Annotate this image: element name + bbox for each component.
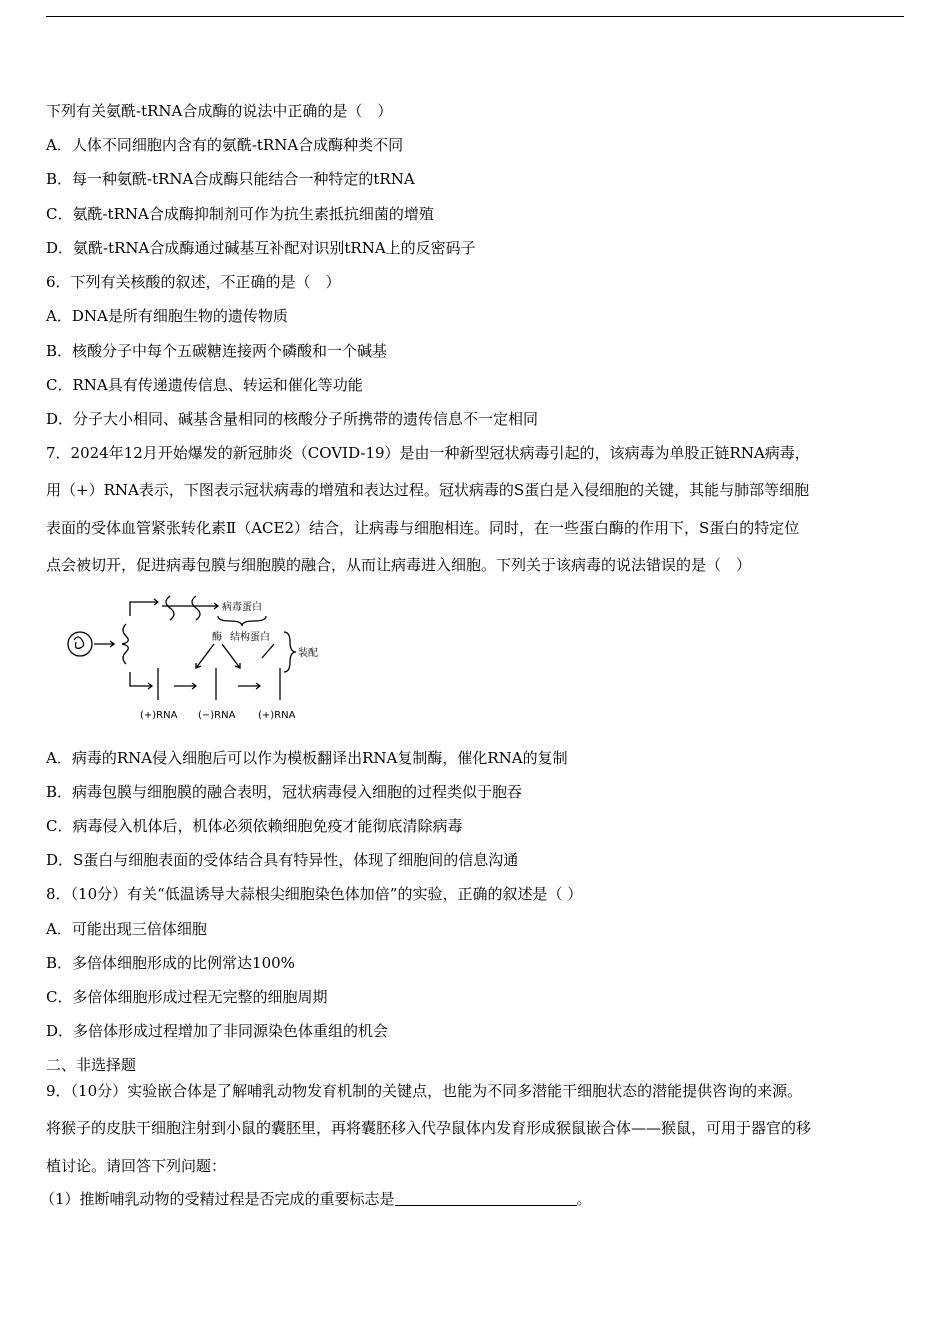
q9-sub1 xyxy=(40,1189,900,1209)
q8-option-d: D．多倍体形成过程增加了非同源染色体重组的机会 xyxy=(46,1022,389,1040)
structural-arrow xyxy=(262,644,274,658)
q7-stem-line-2: 用（+）RNA表示，下图表示冠状病毒的增殖和表达过程。冠状病毒的S蛋白是入侵细胞的关键，其能与肺部等细胞 xyxy=(46,481,810,499)
q6-option-a: A．DNA是所有细胞生物的遗传物质 xyxy=(46,307,288,325)
q7-option-a: A．病毒的RNA侵入细胞后可以作为模板翻译出RNA复制酶，催化RNA的复制 xyxy=(46,749,568,767)
q8-option-c: C．多倍体细胞形成过程无完整的细胞周期 xyxy=(46,988,328,1006)
q5-stem: 下列有关氨酰-tRNA合成酶的说法中正确的是（ ） xyxy=(46,102,393,120)
label-viral-protein: 病毒蛋白 xyxy=(222,602,262,613)
q8-option-b: B．多倍体细胞形成的比例常达100% xyxy=(46,954,295,972)
virus-replication-diagram xyxy=(62,592,332,728)
q9-stem-line-1: 9．（10分）实验嵌合体是了解哺乳动物发育机制的关键点，也能为不同多潜能干细胞状态的潜能提供咨询的来源。 xyxy=(46,1082,803,1100)
q9-sub1-answer-blank[interactable] xyxy=(395,1191,577,1206)
enzyme-arrow-2 xyxy=(222,644,240,668)
brace-icon xyxy=(122,624,128,664)
assembly-brace xyxy=(284,632,296,672)
ribosome-1-icon xyxy=(166,596,174,620)
section-heading: 二、非选择题 xyxy=(46,1056,137,1074)
q7-option-b: B．病毒包膜与细胞膜的融合表明，冠状病毒侵入细胞的过程类似于胞吞 xyxy=(46,783,523,801)
protein-brace xyxy=(218,616,266,626)
label-positive-rna-1: (+)RNA xyxy=(140,710,178,721)
q9-sub1-prompt: （1）推断哺乳动物的受精过程是否完成的重要标志是 xyxy=(40,1190,395,1208)
q5-option-c: C．氨酰-tRNA合成酶抑制剂可作为抗生素抵抗细菌的增殖 xyxy=(46,205,434,223)
label-positive-rna-2: (+)RNA xyxy=(258,710,296,721)
label-assembly: 装配 xyxy=(298,648,318,659)
label-negative-rna: (−)RNA xyxy=(198,710,236,721)
header-rule xyxy=(46,16,904,17)
q6-stem: 6．下列有关核酸的叙述，不正确的是（ ） xyxy=(46,273,341,291)
q5-option-a: A．人体不同细胞内含有的氨酰-tRNA合成酶种类不同 xyxy=(46,136,404,154)
q6-option-b: B．核酸分子中每个五碳糖连接两个磷酸和一个碱基 xyxy=(46,342,388,360)
q6-option-c: C．RNA具有传递遗传信息、转运和催化等功能 xyxy=(46,376,363,394)
q7-stem-line-4: 点会被切开，促进病毒包膜与细胞膜的融合，从而让病毒进入细胞。下列关于该病毒的说法错误的是（ ） xyxy=(46,556,752,574)
q7-option-c: C．病毒侵入机体后，机体必须依赖细胞免疫才能彻底清除病毒 xyxy=(46,817,463,835)
virus-replication-diagram-svg xyxy=(62,592,332,728)
translation-branch xyxy=(130,602,158,616)
q7-option-d: D．S蛋白与细胞表面的受体结合具有特异性，体现了细胞间的信息沟通 xyxy=(46,851,519,869)
q7-stem-line-1: 7．2024年12月开始爆发的新冠肺炎（COVID-19）是由一种新型冠状病毒引起的，该病毒为单股正链RNA病毒， xyxy=(46,444,810,462)
q9-sub1-suffix: 。 xyxy=(576,1190,592,1208)
q5-option-d: D．氨酰-tRNA合成酶通过碱基互补配对识别tRNA上的反密码子 xyxy=(46,239,476,257)
virus-rna-coil-icon xyxy=(74,637,84,648)
q8-option-a: A．可能出现三倍体细胞 xyxy=(46,920,207,938)
virus-particle-icon xyxy=(68,632,92,656)
q7-stem-line-3: 表面的受体血管紧张转化素Ⅱ（ACE2）结合，让病毒与细胞相连。同时，在一些蛋白酶的作用下，S蛋白的特定位 xyxy=(46,519,800,537)
q9-stem-line-3: 植讨论。请回答下列问题： xyxy=(46,1157,227,1175)
q5-option-b: B．每一种氨酰-tRNA合成酶只能结合一种特定的tRNA xyxy=(46,170,415,188)
ribosome-2-icon xyxy=(192,596,200,620)
q8-stem: 8．（10分）有关“低温诱导大蒜根尖细胞染色体加倍”的实验，正确的叙述是（ ） xyxy=(46,885,583,903)
label-structural-protein: 结构蛋白 xyxy=(230,632,270,643)
q9-stem-line-2: 将猴子的皮肤干细胞注射到小鼠的囊胚里，再将囊胚移入代孕鼠体内发育形成猴鼠嵌合体——猴鼠，可用于器官的移 xyxy=(46,1119,812,1137)
q6-option-d: D．分子大小相同、碱基含量相同的核酸分子所携带的遗传信息不一定相同 xyxy=(46,410,539,428)
label-enzyme: 酶 xyxy=(212,632,222,643)
enzyme-arrow-1 xyxy=(196,644,214,668)
